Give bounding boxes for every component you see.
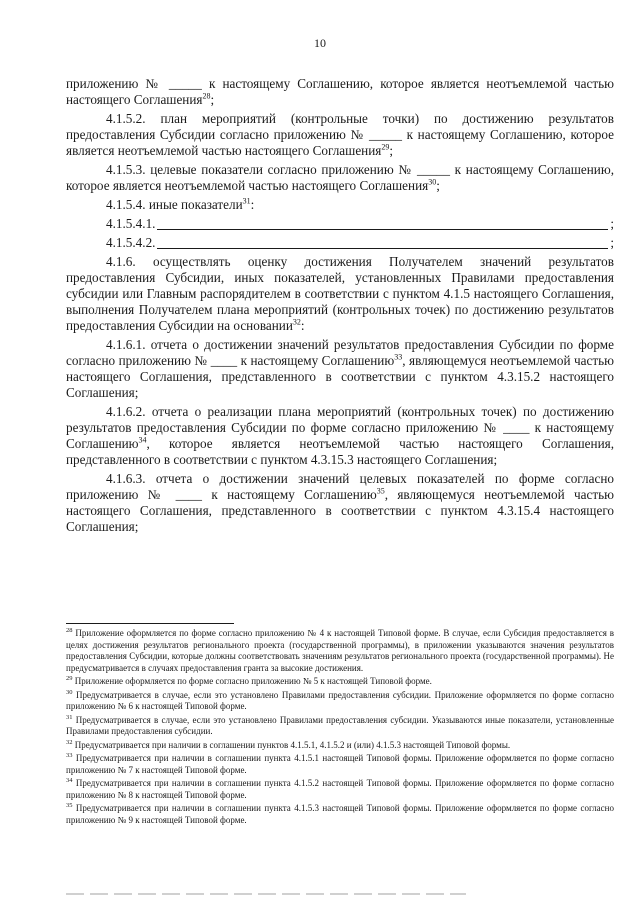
footnote xyxy=(66,715,614,738)
blank-line-4-1-5-4-1 xyxy=(66,216,614,232)
blank-line-4-1-5-4-2 xyxy=(66,235,614,251)
footnote-number: 29 xyxy=(66,675,73,682)
footnote-ref: 28 xyxy=(202,91,211,101)
footnote-ref: 30 xyxy=(428,177,437,187)
footnote-text: Приложение оформляется по форме согласно приложению № 4 к настоящей Типовой форме. В случае, если Субсидия предоставляется в целях достижения результатов регионального проекта (государственной программы), в приложении указываются значения результатов предоставления Субсидии, которые должны соответствовать значениям результатов регионального проекта (государственной программы). Не предусматривается в случаях предоставления гранта за высокие достижения. xyxy=(66,628,614,673)
footnote-ref: 31 xyxy=(242,196,251,206)
footnote xyxy=(66,628,614,674)
footnote-number: 32 xyxy=(66,738,73,746)
paragraph-text: ; xyxy=(210,92,215,107)
footnote-text: Предусматривается в случае, если это установлено Правилами предоставления субсидии. Приложение оформляется по форме согласно приложению № 6 к настоящей Типовой форме. xyxy=(66,689,614,711)
paragraph-text: , которое является неотъемлемой частью настоящего Соглашения, представленного в соответствии с пунктом 4.3.15.3 настоящего Соглашения; xyxy=(66,436,614,467)
footnote-number: 35 xyxy=(66,802,73,809)
paragraph-text: 4.1.5.2. план мероприятий (контрольные точки) по достижению результатов предоставления Субсидии согласно приложению № _____ к настоящему Соглашению, которое является неотъемлемой частью настоящего Соглашения xyxy=(66,111,614,158)
paragraph-text: : xyxy=(250,197,255,212)
paragraph-text: , являющемуся неотъемлемой частью настоящего Соглашения, представленного в соответствии с пунктом 4.3.15.2 настоящего Соглашения; xyxy=(66,353,614,400)
footnote xyxy=(66,690,614,713)
blank-underline xyxy=(157,236,608,249)
paragraph-text: 4.1.6.3. отчета о достижении значений целевых показателей по форме согласно приложению № ____ к настоящему Соглашению xyxy=(66,471,614,502)
footnote-number: 31 xyxy=(66,713,73,721)
paragraph-text: , являющемуся неотъемлемой частью настоящего Соглашения, представленного в соответствии с пунктом 4.3.15.4 настоящего Соглашения; xyxy=(66,487,615,534)
footnote-ref: 34 xyxy=(138,435,147,445)
paragraph-4-1-5-4 xyxy=(66,197,614,213)
paragraph-text: приложению № _____ к настоящему Соглашению, которое является неотъемлемой частью настоящего Соглашения xyxy=(66,76,614,107)
blank-underline xyxy=(157,217,608,230)
footnote-number: 30 xyxy=(66,688,73,696)
page-number: 10 xyxy=(314,36,326,50)
footnote-text: Предусматривается при наличии в соглашении пункта 4.1.5.3 настоящей Типовой формы. Приложение оформляется по форме согласно приложению № 9 к настоящей Типовой форме. xyxy=(66,803,614,825)
paragraph-text: 4.1.6.1. отчета о достижении значений результатов предоставления Субсидии по форме согласно приложению № ____ к настоящему Соглашению xyxy=(66,337,614,368)
paragraph-text: ; xyxy=(436,178,440,193)
paragraph-text: ; xyxy=(389,143,394,158)
body-text xyxy=(66,76,614,538)
paragraph-4-1-6-2 xyxy=(66,404,614,468)
paragraph-text: 4.1.5.4. иные показатели xyxy=(106,197,243,212)
scan-artifact-line xyxy=(66,893,466,895)
footnote-text: Предусматривается при наличии в соглашении пунктов 4.1.5.1, 4.1.5.2 и (или) 4.1.5.3 настоящей Типовой формы. xyxy=(72,739,511,750)
blank-line-label: 4.1.5.4.2. xyxy=(106,235,156,250)
footnote-ref: 35 xyxy=(376,486,385,496)
paragraph-text: 4.1.6.2. отчета о реализации плана мероприятий (контрольных точек) по достижению результатов предоставления Субсидии по форме согласно приложению № ____ к настоящему Соглашению xyxy=(66,404,614,451)
footnote-separator xyxy=(66,623,234,624)
footnote xyxy=(66,740,614,752)
blank-line-end: ; xyxy=(610,235,614,250)
footnote-text: Приложение оформляется по форме согласно приложению № 5 к настоящей Типовой форме. xyxy=(72,676,432,686)
footnote-number: 33 xyxy=(66,752,73,759)
paragraph-4-1-6 xyxy=(66,254,614,334)
paragraph-text: : xyxy=(300,318,305,333)
paragraph-text: 4.1.6. осуществлять оценку достижения Получателем значений результатов предоставления Субсидии, иных показателей, установленных Правилами предоставления субсидии или Главным распорядителем в соответствии с пунктом 4.1.5 настоящего Соглашения, выполнения Получателем плана мероприятий (контрольных точек) по достижению результатов предоставления Субсидии на основании xyxy=(66,254,614,333)
footnote-number: 28 xyxy=(66,627,73,634)
paragraph-text: 4.1.5.3. целевые показатели согласно приложению № _____ к настоящему Соглашению, которое является неотъемлемой частью настоящего Соглашения xyxy=(66,162,614,193)
blank-line-label: 4.1.5.4.1. xyxy=(106,216,156,231)
footnotes xyxy=(66,628,614,828)
footnote-text: Предусматривается в случае, если это установлено Правилами предоставления субсидии. Указываются иные показатели, установленные Правилами предоставления субсидии. xyxy=(66,714,614,736)
paragraph-4-1-5-3 xyxy=(66,162,614,194)
footnote-number: 34 xyxy=(66,777,73,784)
footnote-text: Предусматривается при наличии в соглашении пункта 4.1.5.2 настоящей Типовой формы. Приложение оформляется по форме согласно приложению № 8 к настоящей Типовой форме. xyxy=(66,778,614,800)
footnote xyxy=(66,803,614,826)
paragraph-4-1-5-2 xyxy=(66,111,614,159)
footnote-ref: 32 xyxy=(292,317,301,327)
paragraph-1 xyxy=(66,76,614,108)
paragraph-4-1-6-3 xyxy=(66,471,614,535)
footnote xyxy=(66,676,614,688)
footnote-text: Предусматривается при наличии в соглашении пункта 4.1.5.1 настоящей Типовой формы. Приложение оформляется по форме согласно приложению № 7 к настоящей Типовой форме. xyxy=(66,753,614,775)
footnote-ref: 29 xyxy=(381,142,390,152)
footnote-ref: 33 xyxy=(394,352,403,362)
footnote xyxy=(66,778,614,801)
footnote xyxy=(66,753,614,776)
blank-line-end: ; xyxy=(610,216,614,231)
paragraph-4-1-6-1 xyxy=(66,337,614,401)
